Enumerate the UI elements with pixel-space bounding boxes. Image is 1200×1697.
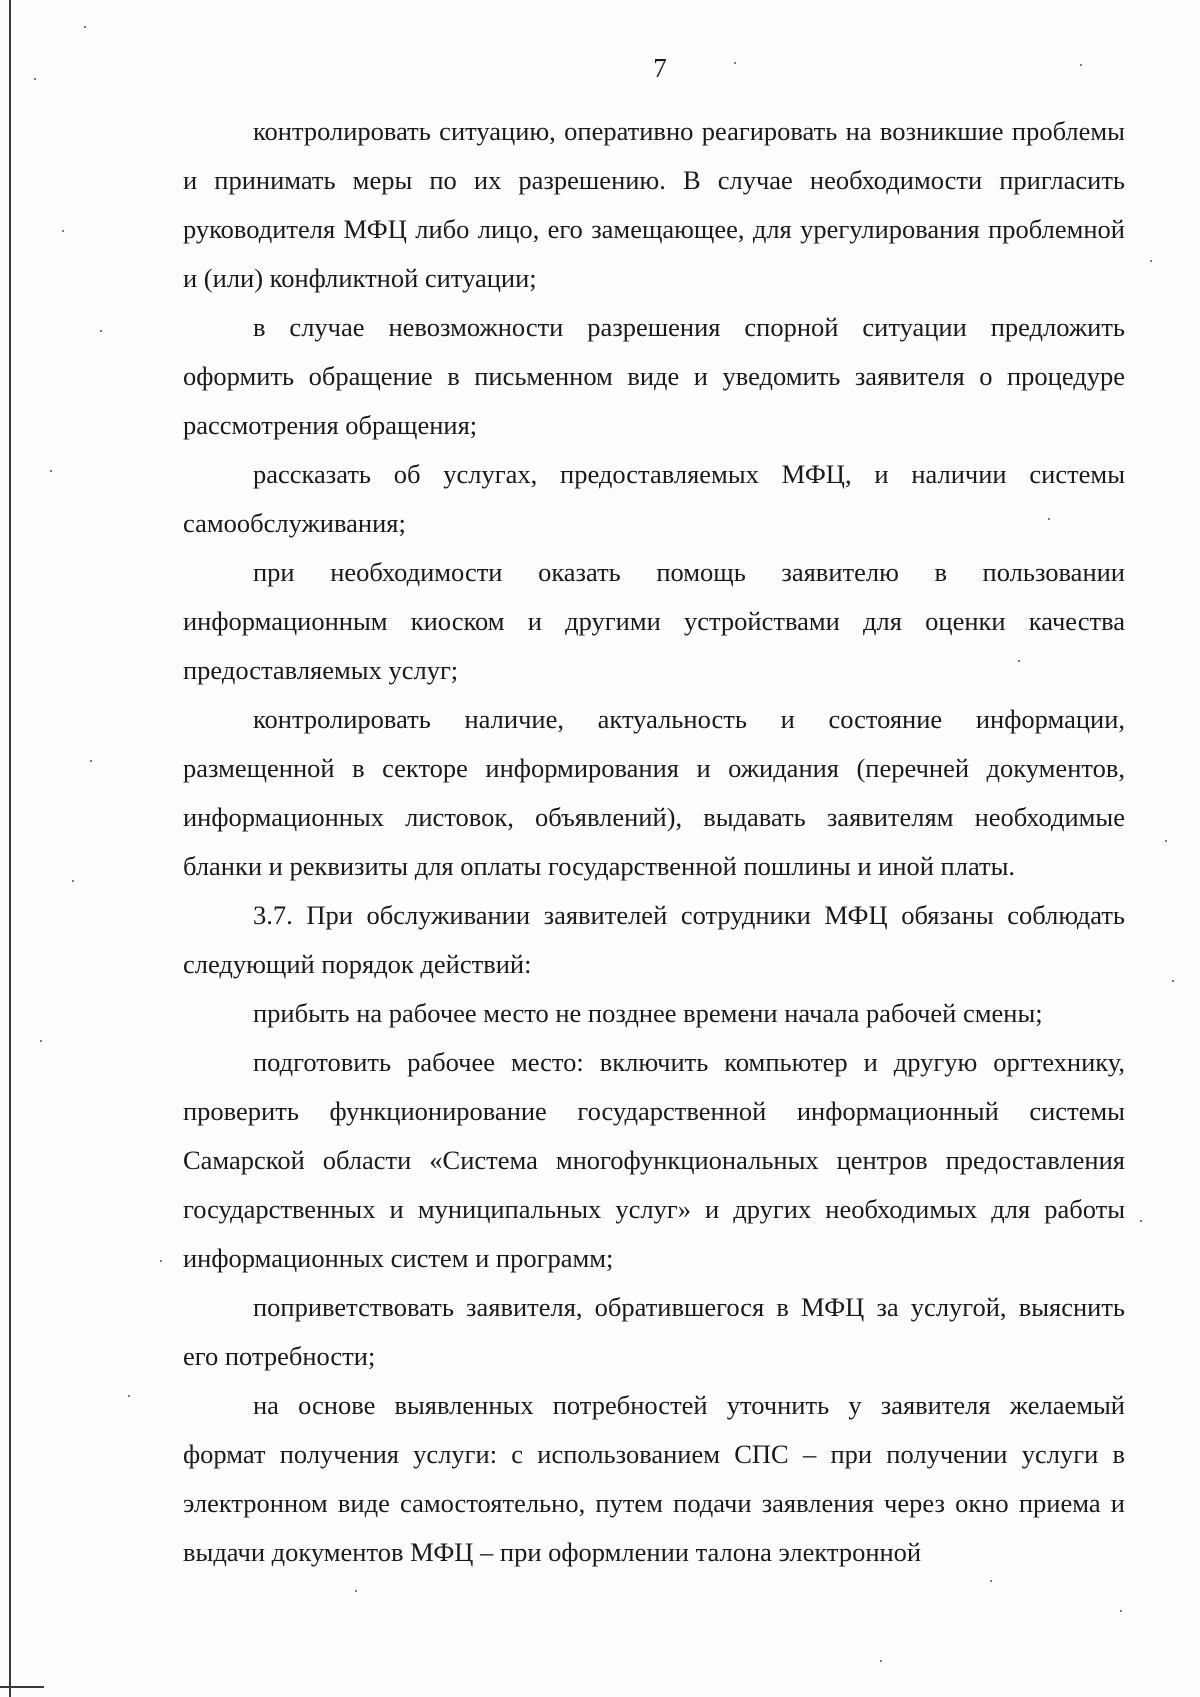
scan-speck <box>72 880 74 882</box>
scan-speck <box>50 470 52 472</box>
paragraph: 3.7. При обслуживании заявителей сотрудники МФЦ обязаны соблюдать следующий порядок действий: <box>183 900 1125 979</box>
scan-speck <box>1140 1220 1142 1222</box>
scan-speck <box>1150 260 1152 262</box>
scan-speck <box>1165 840 1167 842</box>
scan-speck <box>100 330 102 332</box>
page-number: 7 <box>653 53 667 83</box>
scan-speck <box>1120 1610 1122 1612</box>
scan-speck <box>1172 980 1174 982</box>
paragraph: прибыть на рабочее место не позднее времени начала рабочей смены; <box>253 998 1043 1028</box>
document-body <box>183 107 1125 1577</box>
scan-speck <box>160 1260 162 1262</box>
paragraph: на основе выявленных потребностей уточнить у заявителя желаемый формат получения услуги: с использованием СПС – при получении услуги в электронном виде самостоятельно, путем подачи заявления через окно приема и выдачи документов МФЦ – при оформлении талона электронной <box>183 1390 1125 1567</box>
scan-speck <box>734 62 736 64</box>
scan-speck <box>1048 518 1050 520</box>
paragraph: контролировать ситуацию, оперативно реагировать на возникшие проблемы и принимать меры по их разрешению. В случае необходимости пригласить руководителя МФЦ либо лицо, его замещающее, для урегулирования проблемной и (или) конфликтной ситуации; <box>183 116 1125 293</box>
paragraph: подготовить рабочее место: включить компьютер и другую оргтехнику, проверить функционирование государственной информационный системы Самарской области «Система многофункциональных центров предоставления государственных и муниципальных услуг» и других необходимых для работы информационных систем и программ; <box>183 1047 1125 1273</box>
scan-speck <box>84 26 86 28</box>
paragraph: в случае невозможности разрешения спорной ситуации предложить оформить обращение в письменном виде и уведомить заявителя о процедуре рассмотрения обращения; <box>183 312 1125 440</box>
scan-speck <box>128 1395 130 1397</box>
scan-speck <box>40 1040 42 1042</box>
scan-speck <box>1018 660 1020 662</box>
scan-speck <box>355 1590 357 1592</box>
paragraph: при необходимости оказать помощь заявителю в пользовании информационным киоском и другими устройствами для оценки качества предоставляемых услуг; <box>183 557 1125 685</box>
scan-speck <box>90 760 92 762</box>
scan-left-edge <box>9 0 11 1697</box>
paragraph: контролировать наличие, актуальность и состояние информации, размещенной в секторе информирования и ожидания (перечней документов, информационных листовок, объявлений), выдавать заявителям необходимые бланки и реквизиты для оплаты государственной пошлины и иной платы. <box>183 704 1125 881</box>
paragraph: рассказать об услугах, предоставляемых МФЦ, и наличии системы самообслуживания; <box>183 459 1125 538</box>
paragraph: поприветствовать заявителя, обратившегося в МФЦ за услугой, выяснить его потребности; <box>183 1292 1125 1371</box>
scan-bottom-mark <box>0 1686 44 1688</box>
scan-speck <box>62 230 64 232</box>
scan-speck <box>1080 64 1082 66</box>
scan-speck <box>34 78 36 80</box>
scan-speck <box>880 1660 882 1662</box>
scan-speck <box>990 1580 992 1582</box>
